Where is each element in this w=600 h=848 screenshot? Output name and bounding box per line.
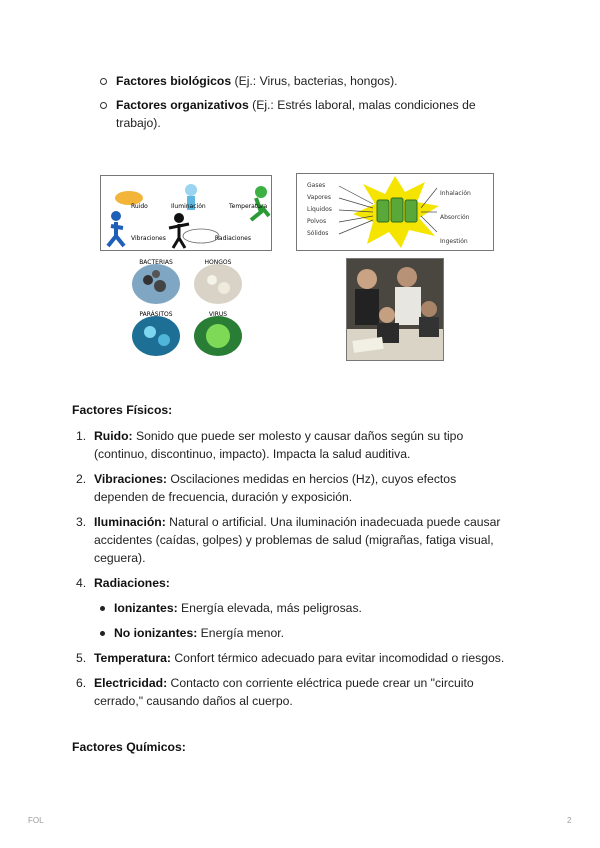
list-item: 6. Electricidad: Contacto con corriente eléctrica puede crear un "circuito cerrado," causando daños al cuerpo.	[76, 676, 474, 708]
svg-text:Radiaciones: Radiaciones	[214, 235, 251, 242]
work-stress-photo	[346, 258, 444, 361]
entry-route-label: Absorción	[440, 214, 470, 221]
list-item: Ionizantes: Energía elevada, más peligrosas.	[94, 599, 512, 617]
biological-agents-image	[126, 256, 244, 360]
entry-route-label: Inhalación	[440, 190, 471, 197]
chemical-factors-heading: Factores Químicos:	[72, 740, 186, 754]
virus-label: VIRUS	[208, 311, 228, 318]
chemical-state-label: Sólidos	[307, 230, 329, 237]
chemical-state-label: Gases	[307, 182, 326, 189]
svg-text:Ruido: Ruido	[131, 203, 148, 210]
parasites-label: PARÁSITOS	[139, 311, 173, 318]
entry-route-label: Ingestión	[440, 238, 468, 245]
bacteria-label: BACTERIAS	[139, 259, 173, 266]
chemical-state-label: Vapores	[307, 194, 331, 201]
chemical-state-label: Líquidos	[307, 206, 332, 213]
factors-illustration	[100, 175, 272, 251]
list-item: 3. Iluminación: Natural o artificial. Una iluminación inadecuada puede causar accidentes (caídas, golpes) y problemas de salud (migrañas, fatiga visual, ceguera).	[76, 515, 501, 565]
list-item: 4. Radiaciones: Ionizantes: Energía elevada, más peligrosas. No ionizantes: Energía menor.	[72, 574, 512, 642]
svg-text:Iluminación: Iluminación	[171, 203, 206, 210]
chemical-state-label: Polvos	[307, 218, 327, 225]
radiation-types-list	[94, 599, 512, 642]
svg-text:Vibraciones: Vibraciones	[131, 235, 166, 242]
page-number: 2	[567, 816, 572, 825]
list-item: 5. Temperatura: Confort térmico adecuado para evitar incomodidad o riesgos.	[76, 651, 505, 665]
chemical-routes-diagram	[296, 173, 494, 251]
physical-factors-list	[72, 427, 512, 717]
list-item: Factores organizativos (Ej.: Estrés laboral, malas condiciones de trabajo).	[98, 96, 518, 132]
organizational-factors-list	[98, 72, 518, 138]
physical-factors-heading: Factores Físicos:	[72, 403, 173, 417]
fungi-label: HONGOS	[204, 259, 232, 266]
svg-text:Temperatura: Temperatura	[229, 203, 268, 210]
footer-label: FOL	[28, 816, 44, 825]
list-item: 2. Vibraciones: Oscilaciones medidas en hercios (Hz), cuyos efectos dependen de frecuencia, duración y exposición.	[76, 472, 457, 504]
list-item: Factores biológicos (Ej.: Virus, bacterias, hongos).	[98, 72, 518, 90]
list-item: No ionizantes: Energía menor.	[94, 624, 512, 642]
list-item: 1. Ruido: Sonido que puede ser molesto y causar daños según su tipo (continuo, discontinuo, impacto). Impacta la salud auditiva.	[76, 429, 464, 461]
